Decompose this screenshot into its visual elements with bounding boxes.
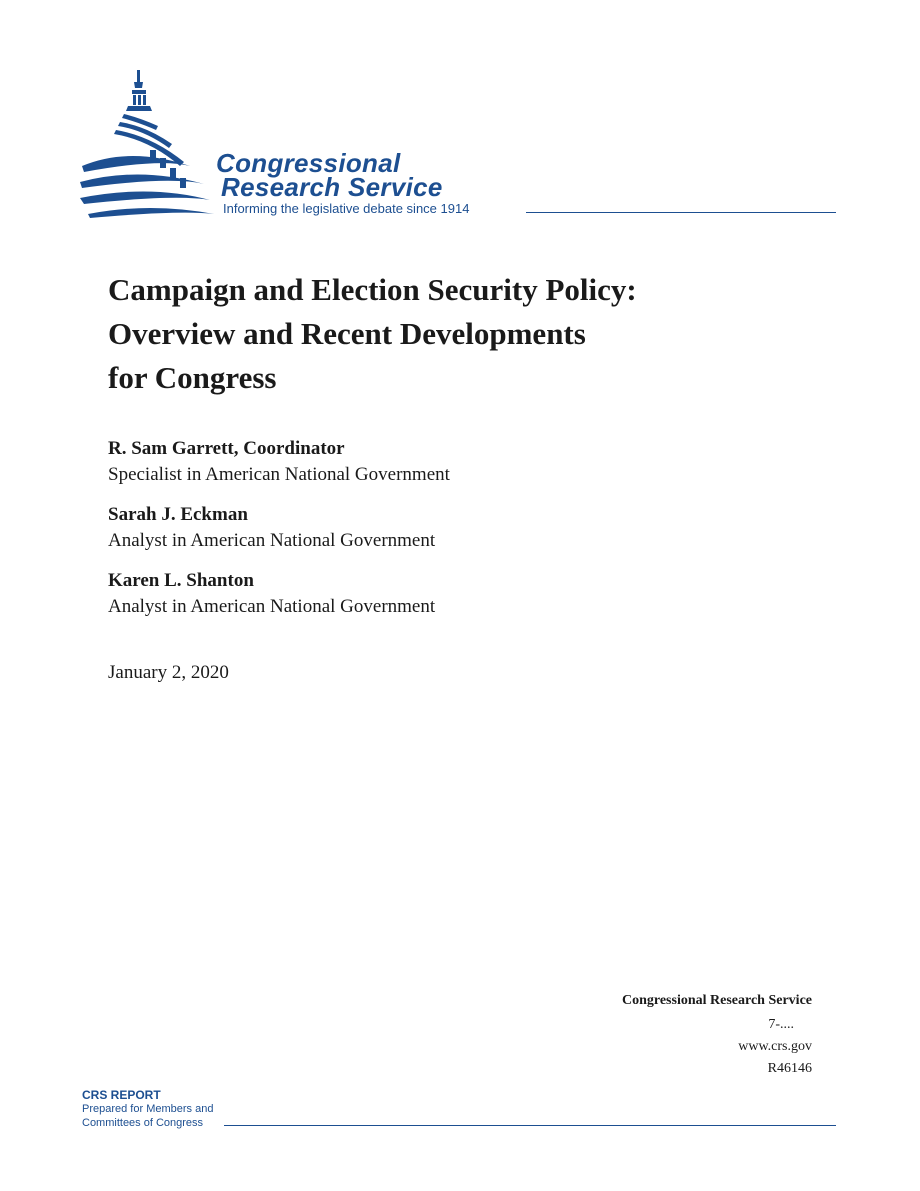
author-role: Analyst in American National Government [108, 530, 436, 551]
author-name: R. Sam Garrett, Coordinator [108, 438, 345, 459]
crs-org-name: Congressional Research Service [621, 993, 812, 1008]
prepared-for-line-1: Prepared for Members and [82, 1103, 214, 1115]
author-role: Analyst in American National Government [108, 596, 436, 617]
report-title [108, 268, 808, 400]
prepared-for-line-2: Committees of Congress [82, 1117, 204, 1129]
author-list [108, 436, 708, 634]
logo-line-research-service: Research Service [221, 172, 443, 202]
report-number: R46146 [767, 1061, 812, 1076]
crs-website-link[interactable]: www.crs.gov [738, 1039, 812, 1054]
author-entry [108, 502, 708, 554]
footer [82, 1088, 838, 1132]
footer-divider [224, 1125, 836, 1126]
author-entry [108, 568, 708, 620]
title-line-2: Overview and Recent Developments [108, 316, 586, 351]
title-line-1: Campaign and Election Security Policy: [108, 272, 637, 307]
crs-info-block [622, 990, 812, 1080]
report-date: January 2, 2020 [108, 662, 229, 683]
crs-report-label: CRS REPORT [82, 1088, 161, 1102]
author-name: Karen L. Shanton [108, 570, 254, 591]
author-role: Specialist in American National Government [108, 464, 450, 485]
logo-tagline: Informing the legislative debate since 1914 [223, 201, 470, 216]
logo-line-congressional: Congressional [216, 148, 401, 178]
author-entry [108, 436, 708, 488]
title-line-3: for Congress [108, 360, 277, 395]
crs-code: 7-.... [768, 1017, 794, 1032]
capitol-dome-icon [80, 66, 220, 218]
author-name: Sarah J. Eckman [108, 504, 248, 525]
crs-logo [80, 66, 840, 226]
logo-divider [526, 212, 836, 213]
